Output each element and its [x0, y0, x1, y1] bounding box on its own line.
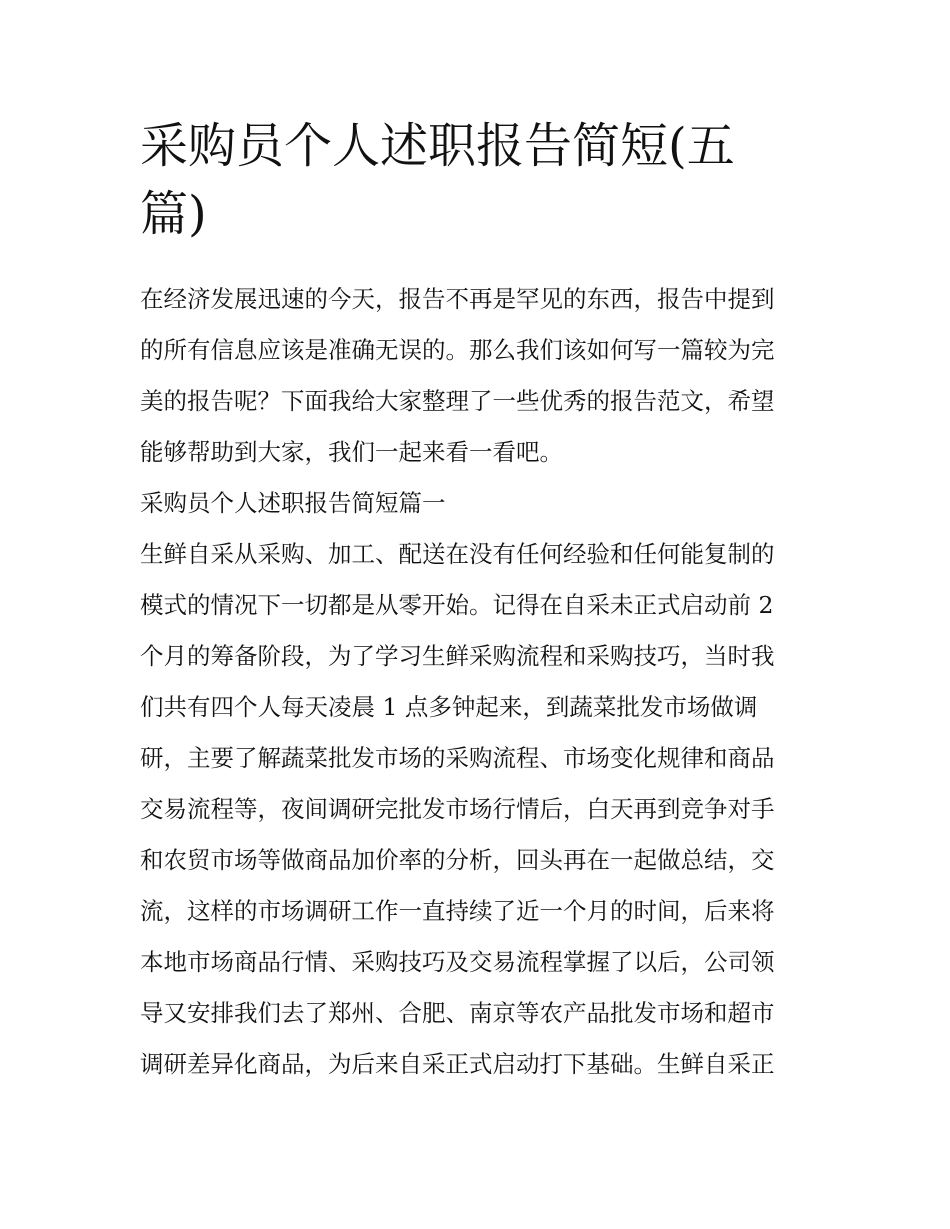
section-line: 本地市场商品行情、采购技巧及交易流程掌握了以后，公司领 — [140, 948, 775, 976]
section-line: 生鲜自采从采购、加工、配送在没有任何经验和任何能复制的 — [140, 540, 775, 568]
intro-line: 能够帮助到大家，我们一起来看一看吧。 — [140, 438, 563, 466]
title-line-1: 采购员个人述职报告简短(五 — [140, 118, 735, 174]
intro-line: 在经济发展迅速的今天，报告不再是罕见的东西，报告中提到 — [140, 285, 775, 313]
section-line: 导又安排我们去了郑州、合肥、南京等农产品批发市场和超市 — [140, 999, 775, 1027]
section-line: 和农贸市场等做商品加价率的分析，回头再在一起做总结，交 — [140, 846, 775, 874]
intro-line: 美的报告呢？下面我给大家整理了一些优秀的报告范文，希望 — [140, 387, 775, 415]
title-line-2: 篇) — [140, 186, 207, 242]
document-title — [140, 112, 820, 248]
section-line: 模式的情况下一切都是从零开始。记得在自采未正式启动前 2 — [140, 591, 774, 619]
section-line: 个月的筹备阶段，为了学习生鲜采购流程和采购技巧，当时我 — [140, 642, 775, 670]
section-heading: 采购员个人述职报告简短篇一 — [140, 489, 446, 517]
section-line: 交易流程等，夜间调研完批发市场行情后，白天再到竞争对手 — [140, 795, 775, 823]
section-line: 们共有四个人每天凌晨 1 点多钟起来，到蔬菜批发市场做调 — [140, 693, 758, 721]
section-line: 流，这样的市场调研工作一直持续了近一个月的时间，后来将 — [140, 897, 775, 925]
section-line: 调研差异化商品，为后来自采正式启动打下基础。生鲜自采正 — [140, 1050, 775, 1078]
intro-line: 的所有信息应该是准确无误的。那么我们该如何写一篇较为完 — [140, 336, 775, 364]
section-line: 研，主要了解蔬菜批发市场的采购流程、市场变化规律和商品 — [140, 744, 775, 772]
